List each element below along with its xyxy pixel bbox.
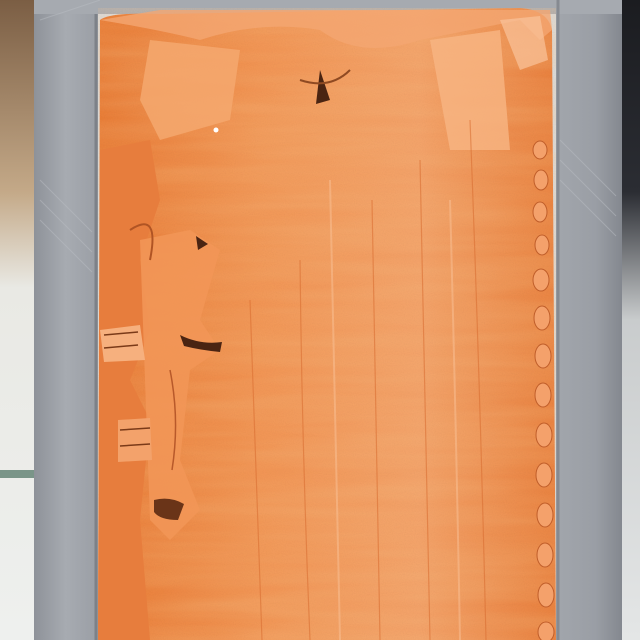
clay-speck <box>214 128 219 133</box>
frame-left-bar <box>34 0 98 640</box>
frame-right-bar <box>556 0 622 640</box>
